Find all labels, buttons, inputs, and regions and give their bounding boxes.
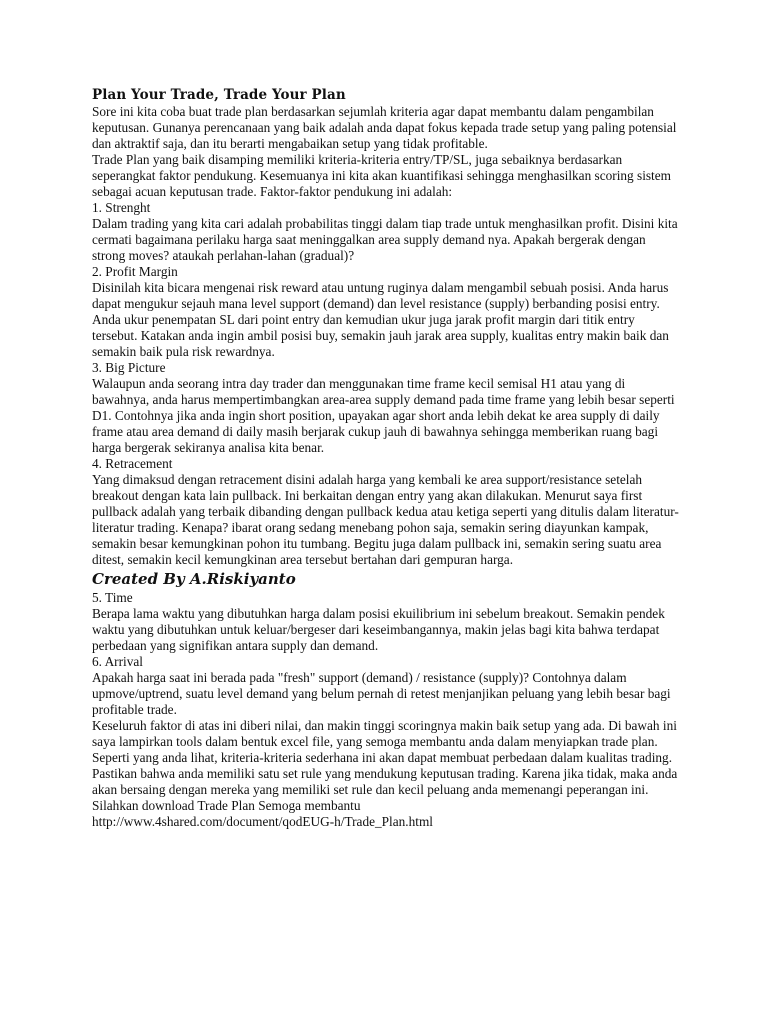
download-link[interactable]: http://www.4shared.com/document/qodEUG-h/Trade_Plan.html — [92, 814, 433, 829]
factor-body: Apakah harga saat ini berada pada "fresh" support (demand) / resistance (supply)? Contohnya dalam upmove/uptrend, suatu level demand yang belum pernah di retest menjanjikan peluang yang lebih besar bagi profitable trade. — [92, 670, 671, 717]
document-title: Plan Your Trade, Trade Your Plan — [92, 87, 346, 103]
factor-heading: 6. Arrival — [92, 654, 143, 669]
factor-heading: 1. Strenght — [92, 200, 151, 215]
factor-body: Walaupun anda seorang intra day trader dan menggunakan time frame kecil semisal H1 atau yang di bawahnya, anda harus mempertimbangkan area-area supply demand pada time frame yang lebih besar seperti D1. Contohnya jika anda ingin short position, upayakan agar short anda lebih dekat ke area supply di daily frame atau area demand di daily masih berjarak cukup jauh di bawahnya sehingga memberikan ruang bagi harga bergerak sekiranya analisa kita benar. — [92, 376, 675, 455]
factor-heading: 2. Profit Margin — [92, 264, 178, 279]
document-body — [92, 87, 682, 830]
author-credit: Created By A.Riskiyanto — [92, 570, 296, 588]
download-note: Silahkan download Trade Plan Semoga membantu — [92, 798, 361, 813]
factor-heading: 5. Time — [92, 590, 133, 605]
factor-body: Berapa lama waktu yang dibutuhkan harga dalam posisi ekuilibrium ini sebelum breakout. Semakin pendek waktu yang dibutuhkan untuk keluar/bergeser dari keseimbangannya, makin jelas bagi kita bahwa terdapat perbedaan yang signifikan antara supply dan demand. — [92, 606, 665, 653]
intro-paragraph: Sore ini kita coba buat trade plan berdasarkan sejumlah kriteria agar dapat membantu dalam pengambilan keputusan. Gunanya perencanaan yang baik adalah anda dapat fokus kepada trade setup yang paling potensial dan aktraktif saja, dan itu berarti mengabaikan setup yang tidak profitable. — [92, 104, 677, 151]
factor-body: Yang dimaksud dengan retracement disini adalah harga yang kembali ke area support/resistance setelah breakout dengan kata lain pullback. Ini berkaitan dengan entry yang akan dilakukan. Menurut saya first pullback adalah yang terbaik dibanding dengan pullback kedua atau ketiga seperti yang ditulis dalam literatur-literatur trading. Kenapa? ibarat orang sedang menebang pohon saja, semakin sering diayunkan kampak, semakin besar kemungkinan pohon itu tumbang. Begitu juga dalam pullback ini, semakin sering suatu area ditest, semakin kecil kemungkinan area tersebut bertahan dari gempuran harga. — [92, 472, 679, 567]
factor-heading: 3. Big Picture — [92, 360, 166, 375]
closing-paragraph: Keseluruh faktor di atas ini diberi nilai, dan makin tinggi scoringnya makin baik setup yang ada. Di bawah ini saya lampirkan tools dalam bentuk excel file, yang semoga membantu anda dalam menyiapkan trade plan. Seperti yang anda lihat, kriteria-kriteria sederhana ini akan dapat membuat perbedaan dalam kualitas trading. Pastikan bahwa anda memiliki satu set rule yang mendukung keputusan trading. Karena jika tidak, maka anda akan bersaing dengan mereka yang memiliki set rule dan kecil peluang anda memenangi peperangan ini. — [92, 718, 678, 797]
factor-body: Disinilah kita bicara mengenai risk reward atau untung ruginya dalam mengambil sebuah posisi. Anda harus dapat mengukur sejauh mana level support (demand) dan level resistance (supply) berbanding posisi entry. Anda ukur penempatan SL dari point entry dan kemudian ukur juga jarak profit margin dari titik entry tersebut. Katakan anda ingin ambil posisi buy, semakin jauh jarak area supply, kualitas entry makin baik dan semakin baik pula risk rewardnya. — [92, 280, 669, 359]
factor-heading: 4. Retracement — [92, 456, 173, 471]
intro-paragraph: Trade Plan yang baik disamping memiliki kriteria-kriteria entry/TP/SL, juga sebaiknya berdasarkan seperangkat faktor pendukung. Kesemuanya ini kita akan kuantifikasi sehingga menghasilkan scoring sistem sebagai acuan keputusan trade. Faktor-faktor pendukung ini adalah: — [92, 152, 671, 199]
factor-body: Dalam trading yang kita cari adalah probabilitas tinggi dalam tiap trade untuk menghasilkan profit. Disini kita cermati bagaimana perilaku harga saat meninggalkan area supply demand nya. Apakah bergerak dengan strong moves? ataukah perlahan-lahan (gradual)? — [92, 216, 678, 263]
